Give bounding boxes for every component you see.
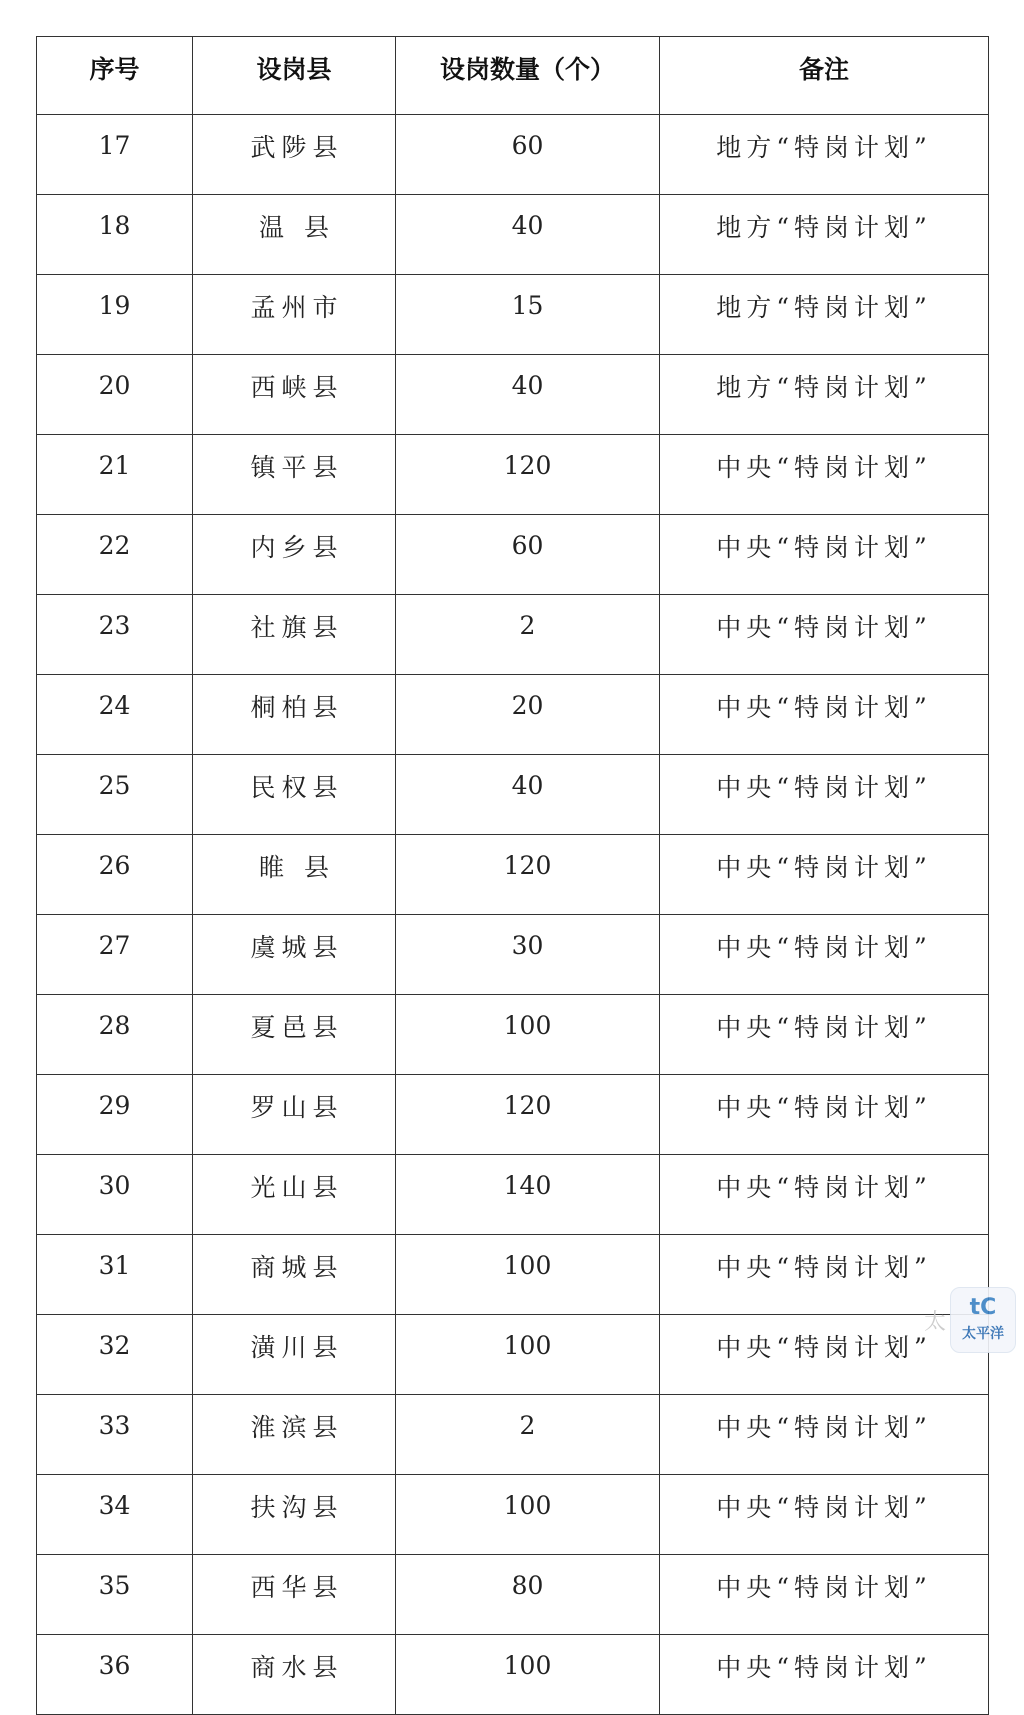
row-count-cell: 2	[396, 595, 660, 675]
site-logo-icon	[950, 1287, 1016, 1353]
row-county-cell: 民权县	[193, 755, 396, 835]
row-index-cell: 17	[37, 115, 193, 195]
row-county-cell: 扶沟县	[193, 1475, 396, 1555]
table-row	[37, 515, 989, 595]
row-count-cell: 40	[396, 755, 660, 835]
row-index-cell: 29	[37, 1075, 193, 1155]
table-row	[37, 1635, 989, 1715]
row-index-cell: 35	[37, 1555, 193, 1635]
table-row	[37, 435, 989, 515]
row-count-cell: 20	[396, 675, 660, 755]
row-note-cell: 中央“特岗计划”	[660, 1555, 989, 1635]
row-count-cell: 120	[396, 1075, 660, 1155]
row-county-cell: 西峡县	[193, 355, 396, 435]
table-row	[37, 1395, 989, 1475]
row-county-cell: 内乡县	[193, 515, 396, 595]
row-count-cell: 2	[396, 1395, 660, 1475]
row-note-cell: 中央“特岗计划”	[660, 1475, 989, 1555]
row-count-cell: 140	[396, 1155, 660, 1235]
row-note-cell: 中央“特岗计划”	[660, 1635, 989, 1715]
row-county-cell: 夏邑县	[193, 995, 396, 1075]
posts-table	[36, 36, 989, 1715]
watermark	[924, 1287, 1016, 1353]
row-index-cell: 34	[37, 1475, 193, 1555]
row-county-cell: 孟州市	[193, 275, 396, 355]
table-row	[37, 995, 989, 1075]
row-index-cell: 31	[37, 1235, 193, 1315]
header-note: 备注	[660, 37, 989, 115]
row-county-cell: 武陟县	[193, 115, 396, 195]
row-count-cell: 40	[396, 195, 660, 275]
row-count-cell: 30	[396, 915, 660, 995]
row-count-cell: 60	[396, 515, 660, 595]
row-county-cell: 淮滨县	[193, 1395, 396, 1475]
table-body	[37, 115, 989, 1715]
table-row	[37, 915, 989, 995]
table-row	[37, 355, 989, 435]
table-row	[37, 675, 989, 755]
row-index-cell: 19	[37, 275, 193, 355]
row-note-cell: 地方“特岗计划”	[660, 195, 989, 275]
table-row	[37, 275, 989, 355]
row-count-cell: 40	[396, 355, 660, 435]
table-row	[37, 1475, 989, 1555]
row-index-cell: 23	[37, 595, 193, 675]
row-count-cell: 15	[396, 275, 660, 355]
row-index-cell: 28	[37, 995, 193, 1075]
row-county-cell: 桐柏县	[193, 675, 396, 755]
table-header	[37, 37, 989, 115]
row-note-cell: 中央“特岗计划”	[660, 1075, 989, 1155]
row-note-cell: 中央“特岗计划”	[660, 515, 989, 595]
table-row	[37, 1235, 989, 1315]
row-county-cell: 社旗县	[193, 595, 396, 675]
row-county-cell: 罗山县	[193, 1075, 396, 1155]
watermark-ghost-text: 太	[923, 1309, 946, 1335]
watermark-text: 太平洋	[962, 1326, 1004, 1342]
row-note-cell: 地方“特岗计划”	[660, 115, 989, 195]
row-note-cell: 中央“特岗计划”	[660, 835, 989, 915]
header-county: 设岗县	[193, 37, 396, 115]
row-county-cell: 潢川县	[193, 1315, 396, 1395]
row-index-cell: 26	[37, 835, 193, 915]
row-note-cell: 中央“特岗计划”	[660, 915, 989, 995]
row-index-cell: 36	[37, 1635, 193, 1715]
site-logo-mark: tC	[969, 1295, 997, 1320]
row-count-cell: 80	[396, 1555, 660, 1635]
table-row	[37, 1155, 989, 1235]
row-note-cell: 中央“特岗计划”	[660, 595, 989, 675]
row-count-cell: 100	[396, 1475, 660, 1555]
row-index-cell: 33	[37, 1395, 193, 1475]
table-row	[37, 595, 989, 675]
row-count-cell: 120	[396, 835, 660, 915]
row-index-cell: 25	[37, 755, 193, 835]
row-county-cell: 温 县	[193, 195, 396, 275]
row-count-cell: 100	[396, 1235, 660, 1315]
row-index-cell: 22	[37, 515, 193, 595]
table-row	[37, 1075, 989, 1155]
row-note-cell: 中央“特岗计划”	[660, 1315, 989, 1395]
posts-table-container	[36, 36, 988, 1715]
row-county-cell: 镇平县	[193, 435, 396, 515]
row-note-cell: 中央“特岗计划”	[660, 755, 989, 835]
row-note-cell: 中央“特岗计划”	[660, 995, 989, 1075]
row-note-cell: 中央“特岗计划”	[660, 435, 989, 515]
row-note-cell: 中央“特岗计划”	[660, 1395, 989, 1475]
row-county-cell: 商城县	[193, 1235, 396, 1315]
table-row	[37, 115, 989, 195]
row-index-cell: 18	[37, 195, 193, 275]
row-count-cell: 100	[396, 1635, 660, 1715]
table-row	[37, 1555, 989, 1635]
row-index-cell: 21	[37, 435, 193, 515]
header-row	[37, 37, 989, 115]
table-row	[37, 755, 989, 835]
row-index-cell: 27	[37, 915, 193, 995]
row-county-cell: 商水县	[193, 1635, 396, 1715]
row-count-cell: 100	[396, 1315, 660, 1395]
header-index: 序号	[37, 37, 193, 115]
row-county-cell: 西华县	[193, 1555, 396, 1635]
table-row	[37, 835, 989, 915]
row-note-cell: 地方“特岗计划”	[660, 355, 989, 435]
row-count-cell: 120	[396, 435, 660, 515]
row-index-cell: 30	[37, 1155, 193, 1235]
row-county-cell: 光山县	[193, 1155, 396, 1235]
row-index-cell: 20	[37, 355, 193, 435]
row-count-cell: 60	[396, 115, 660, 195]
row-index-cell: 32	[37, 1315, 193, 1395]
row-note-cell: 中央“特岗计划”	[660, 1235, 989, 1315]
row-index-cell: 24	[37, 675, 193, 755]
row-county-cell: 虞城县	[193, 915, 396, 995]
row-count-cell: 100	[396, 995, 660, 1075]
table-row	[37, 1315, 989, 1395]
row-note-cell: 中央“特岗计划”	[660, 1155, 989, 1235]
row-county-cell: 睢 县	[193, 835, 396, 915]
row-note-cell: 中央“特岗计划”	[660, 675, 989, 755]
header-count: 设岗数量（个）	[396, 37, 660, 115]
table-row	[37, 195, 989, 275]
row-note-cell: 地方“特岗计划”	[660, 275, 989, 355]
